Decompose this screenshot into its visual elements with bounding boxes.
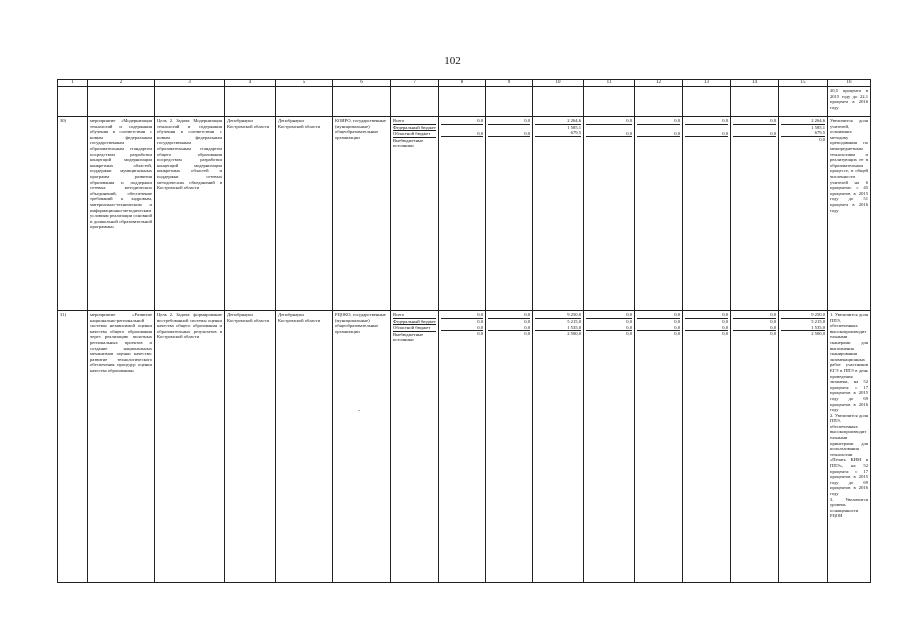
value: 0,0 bbox=[733, 118, 776, 125]
value: 0,0 bbox=[733, 325, 776, 332]
value: 0,0 bbox=[674, 318, 680, 324]
value: 0,0 bbox=[586, 325, 632, 332]
funding-col-8 bbox=[439, 311, 486, 583]
value: 0,0 bbox=[770, 331, 776, 337]
measure-text: мероприятие «Модернизация технологий и содержания обучения в соответствии с новым федеральным государственным образовательным стандартом посредством разработки концепций модернизации конкретных областей, поддержки муниципальных программ развития образования и поддержки сетевых методических объединений, обеспечение требований к кадровым, материально-техническим и информационно-методическим условиям реализации основной и дошкольной образовательной программы» bbox=[88, 117, 155, 311]
value: 0,0 bbox=[733, 312, 776, 319]
funding-sources bbox=[391, 311, 439, 583]
value: 679,5 bbox=[535, 130, 581, 137]
col-header: 11 bbox=[584, 80, 635, 87]
value: 0,0 bbox=[441, 118, 483, 125]
page-number: 102 bbox=[444, 55, 461, 67]
value: 0,0 bbox=[819, 136, 825, 142]
col-header: 15 bbox=[779, 80, 828, 87]
value: 5 215,0 bbox=[811, 318, 825, 324]
value: 0,0 bbox=[524, 318, 530, 324]
col-header: 2 bbox=[88, 80, 155, 87]
continuation-row bbox=[58, 87, 871, 117]
value: 0,0 bbox=[770, 318, 776, 324]
col-header: 3 bbox=[155, 80, 225, 87]
result-continuation: 20,5 процента в 2015 году до 22,1 процента в 2016 году bbox=[828, 87, 871, 117]
funding-col-9 bbox=[486, 117, 533, 311]
coordinator-text: Депобрнауки Костромской области bbox=[225, 311, 276, 583]
value: 0,0 bbox=[674, 331, 680, 337]
funding-col-12 bbox=[635, 311, 683, 583]
stray-dash: - bbox=[358, 408, 360, 414]
value: 0,0 bbox=[586, 312, 632, 319]
col-header: 12 bbox=[635, 80, 683, 87]
funding-col-15 bbox=[779, 117, 828, 311]
value: 1 535,0 bbox=[535, 325, 581, 332]
value: 0,0 bbox=[722, 331, 728, 337]
program-table bbox=[57, 79, 871, 583]
funding-col-14 bbox=[731, 117, 779, 311]
responsible-text: Депобрнауки Костромской области bbox=[276, 311, 333, 583]
executor-text: КОИРО, государственные (муниципальные) общеобразовательные организации bbox=[333, 117, 391, 311]
value: 0,0 bbox=[586, 131, 632, 138]
value: 0,0 bbox=[441, 312, 483, 319]
value: 0,0 bbox=[733, 131, 776, 138]
source-label: Внебюджетные источники bbox=[393, 331, 424, 343]
goal-text: Цель 2. Задача: формирование востребованной системы оценки качества общего образования и образовательных результатов в Костромской области bbox=[155, 311, 225, 583]
value: 0,0 bbox=[637, 118, 680, 125]
col-header: 7 bbox=[391, 80, 439, 87]
row-number: 31) bbox=[58, 311, 88, 583]
value: 5 215,0 bbox=[567, 318, 581, 324]
value: 2 264,6 bbox=[781, 118, 825, 125]
value: 0,0 bbox=[488, 312, 530, 319]
source-label: Федеральный бюджет bbox=[393, 318, 436, 324]
row-number: 30) bbox=[58, 117, 88, 311]
value: 0,0 bbox=[477, 331, 483, 337]
value: 2 500,0 bbox=[567, 331, 581, 337]
value: 0,0 bbox=[586, 118, 632, 125]
col-header: 5 bbox=[276, 80, 333, 87]
source-label: Областной бюджет bbox=[393, 325, 436, 332]
funding-col-9 bbox=[486, 311, 533, 583]
value: 0,0 bbox=[477, 318, 483, 324]
value: 0,0 bbox=[441, 131, 483, 138]
value: 0,0 bbox=[685, 325, 728, 332]
col-header: 14 bbox=[731, 80, 779, 87]
source-label: Внебюджетные источники bbox=[393, 137, 424, 149]
funding-sources bbox=[391, 117, 439, 311]
value: 0,0 bbox=[524, 331, 530, 337]
source-label: Областной бюджет bbox=[393, 131, 436, 138]
goal-text: Цель 2. Задача: Модернизация технологий и содержания обучения в соответствии с новым федеральным государственным образовательным стандартом общего образования посредством разработки концепций модернизации конкретных областей и поддержки сетевых методических объединений в Костромской области bbox=[155, 117, 225, 311]
col-header: 4 bbox=[225, 80, 276, 87]
result-text: 1. Увеличится доля ППЭ, обеспеченных высокопроизводительными сканерами для выполнения сканирования экзаменационных работ участников ЕГЭ в ППЭ в день проведения экзамена, на 52 процента: с 17 процентов в 2015 году до 69 процентов в 2016 году 2. Увеличится доля ППЭ, обеспеченных высокопроизводительными принтерами для использования технологии «Печать КИМ в ППЭ», на 52 процента: с 17 процентов в 2015 году до 69 процентов в 2016 году 3. Увеличится уровень оснащенности РЦОИ bbox=[828, 311, 871, 583]
value: 679,5 bbox=[781, 130, 825, 137]
source-label: Федеральный бюджет bbox=[393, 124, 436, 130]
value: 0,0 bbox=[685, 312, 728, 319]
value: 2 500,0 bbox=[811, 331, 825, 337]
value: 1 585,1 bbox=[811, 124, 825, 130]
col-header: 13 bbox=[683, 80, 731, 87]
executor-text: РЦОКО, государственные (муниципальные) общеобразовательные организации bbox=[333, 311, 391, 583]
table-row-30 bbox=[58, 117, 871, 311]
value: 9 250,0 bbox=[535, 312, 581, 319]
value: 0,0 bbox=[488, 118, 530, 125]
value: 0,0 bbox=[685, 118, 728, 125]
value: 0,0 bbox=[441, 325, 483, 332]
value: 0,0 bbox=[488, 325, 530, 332]
col-header: 9 bbox=[486, 80, 533, 87]
measure-text: мероприятие «Развитие национально-региональной системы независимой оценки качества общего образования через реализацию пилотных региональных проектов и создание национальных механизмов оценки качества: развитие технологического обеспечения процедур оценки качества образования» bbox=[88, 311, 155, 583]
value: 0,0 bbox=[626, 318, 632, 324]
value: 2 264,6 bbox=[535, 118, 581, 125]
column-number-row bbox=[58, 80, 871, 87]
value: 0,0 bbox=[685, 131, 728, 138]
col-header: 10 bbox=[533, 80, 584, 87]
value: 0,0 bbox=[637, 131, 680, 138]
value: 1 585,1 bbox=[567, 124, 581, 130]
table-row-31 bbox=[58, 311, 871, 583]
source-label: Всего bbox=[393, 118, 436, 125]
value: 0,0 bbox=[626, 331, 632, 337]
responsible-text: Депобрнауки Костромской области bbox=[276, 117, 333, 311]
funding-col-11 bbox=[584, 117, 635, 311]
funding-col-13 bbox=[683, 311, 731, 583]
value: 1 535,0 bbox=[781, 325, 825, 332]
funding-col-14 bbox=[731, 311, 779, 583]
funding-col-11 bbox=[584, 311, 635, 583]
funding-col-10 bbox=[533, 117, 584, 311]
funding-col-10 bbox=[533, 311, 584, 583]
funding-col-15 bbox=[779, 311, 828, 583]
source-label: Всего bbox=[393, 312, 436, 319]
col-header: 16 bbox=[828, 80, 871, 87]
funding-col-8 bbox=[439, 117, 486, 311]
funding-col-13 bbox=[683, 117, 731, 311]
coordinator-text: Депобрнауки Костромской области bbox=[225, 117, 276, 311]
value: 0,0 bbox=[722, 318, 728, 324]
result-text: Увеличится доля учителей, освоивших методику преподавания по межпредметным технологиям и реализующих ее в образовательном процессе, в общей численности учителей на 6 процентов: с 45 процентов в 2015 году до 51 процента в 2016 году bbox=[828, 117, 871, 311]
value: 0,0 bbox=[637, 312, 680, 319]
value: 9 250,0 bbox=[781, 312, 825, 319]
col-header: 6 bbox=[333, 80, 391, 87]
value: 0,0 bbox=[637, 325, 680, 332]
col-header: 1 bbox=[58, 80, 88, 87]
value: 0,0 bbox=[488, 131, 530, 138]
funding-col-12 bbox=[635, 117, 683, 311]
col-header: 8 bbox=[439, 80, 486, 87]
